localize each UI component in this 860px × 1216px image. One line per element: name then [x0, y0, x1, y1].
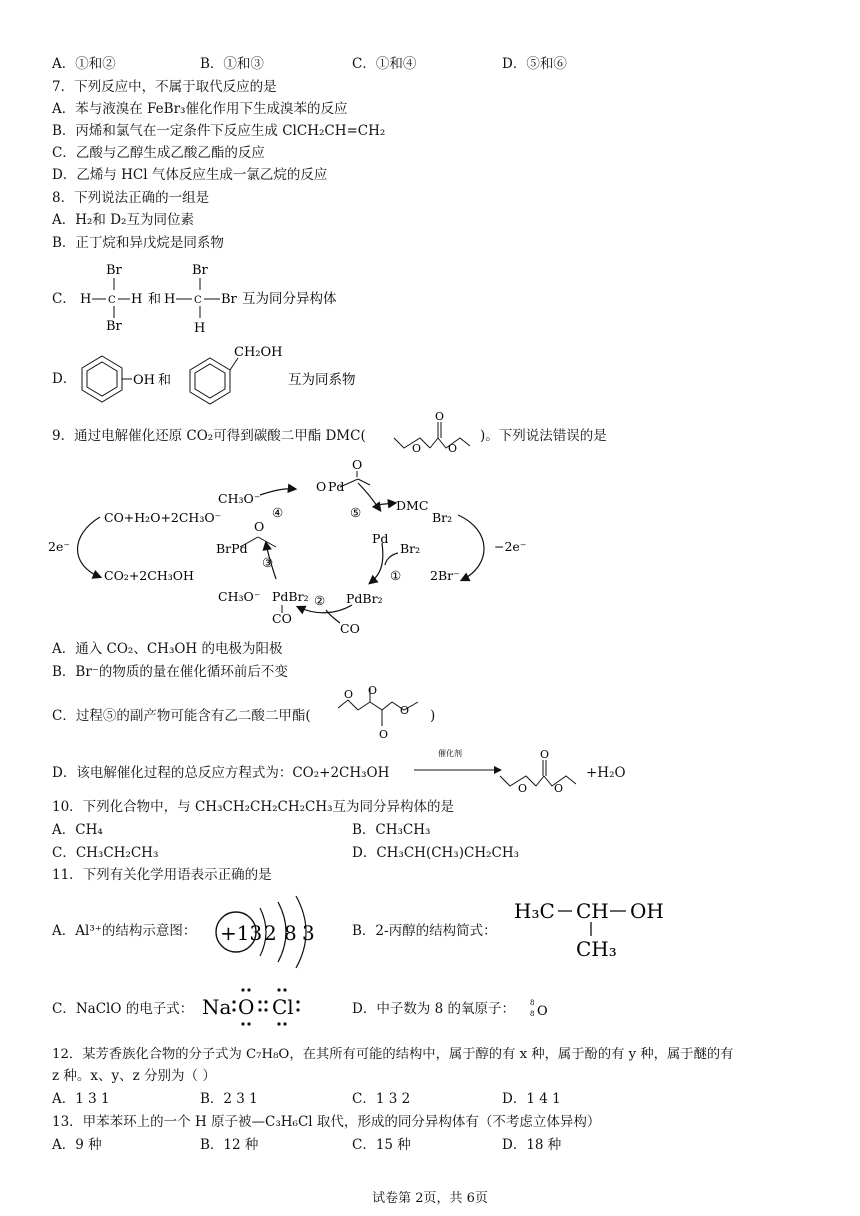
q9-option-a: A．通入 CO₂、CH₃OH 的电极为阳极	[52, 641, 283, 657]
c2-h-left: H	[164, 292, 176, 307]
q8-c-and: 和	[148, 292, 162, 307]
q9-catalytic-cycle	[40, 455, 530, 645]
cycle-co-left: CO	[272, 611, 292, 626]
shell-count-3: 3	[302, 921, 315, 945]
left-arc-arrow	[78, 517, 101, 577]
cycle-pdbr2-left: PdBr₂	[272, 589, 309, 604]
cycle-right-e: −2e⁻	[494, 539, 527, 554]
q11-option-b: B．2-丙醇的结构简式：	[352, 923, 497, 939]
q6-option-a: A．①和②	[52, 56, 116, 72]
q9-stem-1: 9．通过电解催化还原 CO₂可得到碳酸二甲酯 DMC(	[52, 428, 366, 444]
al-ion-diagram	[212, 890, 332, 974]
propanol-structure	[512, 894, 672, 964]
q10-option-c: C．CH₃CH₂CH₃	[52, 845, 159, 861]
q6-option-c: C．①和④	[352, 56, 417, 72]
q12-option-c: C．1 3 2	[352, 1091, 411, 1107]
q7-stem: 7．下列反应中，不属于取代反应的是	[52, 79, 277, 95]
arrow-step1	[370, 543, 383, 583]
q13-option-c: C．15 种	[352, 1137, 411, 1153]
q8-option-c-structures	[76, 258, 366, 338]
q9-option-b: B．Br⁻的物质的量在催化循环前后不变	[52, 664, 288, 680]
c1-h-left: H	[80, 292, 92, 307]
naclo-o: O	[238, 995, 255, 1019]
oxalate-o3: O	[379, 728, 389, 741]
arrow-to-dmc	[375, 503, 395, 505]
arrow-step5	[358, 483, 380, 510]
q8-c-tail: 互为同分异构体	[242, 291, 337, 307]
d-dmc-c	[536, 776, 544, 786]
c2-c: C	[194, 295, 202, 306]
c1-c: C	[108, 295, 116, 306]
shell-count-1: 2	[264, 921, 277, 945]
q13-option-d: D．18 种	[502, 1137, 562, 1153]
q9-option-c: C．过程⑤的副产物可能含有乙二酸二甲酯(	[52, 708, 311, 724]
q12-option-a: A．1 3 1	[52, 1091, 110, 1107]
phenol-oh: OH	[133, 373, 155, 388]
q6-option-b: B．①和③	[200, 56, 264, 72]
oxalate-o4: O	[400, 704, 410, 717]
cycle-ch3o-bottom: CH₃O⁻	[218, 589, 261, 604]
dmc-o-left: O	[412, 442, 422, 455]
arrow-br2-in	[385, 553, 398, 565]
q9-option-c-end: )	[430, 708, 436, 724]
cycle-pd: Pd	[372, 531, 389, 546]
q9-option-d: D．该电解催化过程的总反应方程式为：CO₂+2CH₃OH	[52, 765, 390, 781]
q11-option-d: D．中子数为 8 的氧原子：	[352, 1001, 515, 1017]
q13-option-b: B．12 种	[200, 1137, 259, 1153]
q9-option-d-end: +H₂O	[586, 765, 626, 781]
q11-option-c: C．NaClO 的电子式：	[52, 1001, 194, 1017]
d-dmc-o-top: O	[540, 750, 550, 761]
q9-stem-2: )。下列说法错误的是	[480, 428, 607, 444]
shell-count-2: 8	[284, 921, 297, 945]
nucleus-charge: +13	[220, 921, 263, 945]
dmc-bond-c	[430, 438, 438, 448]
c2-h-bottom: H	[194, 321, 206, 336]
propanol-ch3: CH₃	[576, 937, 617, 961]
q12-stem-1: 12．某芳香族化合物的分子式为 C₇H₈O，在其所有可能的结构中，属于醇的有 x 种，属于酚的有 y 种，属于醚的有	[52, 1047, 734, 1062]
page-footer: 试卷第 2页，共 6页	[372, 1191, 488, 1206]
oxalate-o1: O	[344, 688, 354, 701]
cycle-pd-top: Pd	[328, 479, 345, 494]
q8-option-d-structures	[76, 342, 376, 408]
catalyst-label: 催化剂	[438, 749, 462, 758]
cycle-br2: Br₂	[400, 541, 421, 556]
cycle-co: CO	[340, 621, 360, 636]
q8-d-and: 和	[158, 373, 172, 388]
oxygen-isotope	[528, 996, 556, 1022]
isotope-atomic: 8	[530, 1010, 535, 1018]
q8-option-d-label: D．	[52, 371, 77, 387]
q8-option-b: B．正丁烷和异戊烷是同系物	[52, 235, 224, 251]
cycle-step1: ①	[390, 568, 402, 583]
cycle-right-top-br2: Br₂	[432, 510, 453, 525]
q10-option-b: B．CH₃CH₃	[352, 822, 431, 838]
propanol-ch: CH	[576, 899, 609, 923]
cycle-pdbr2: PdBr₂	[346, 591, 383, 606]
q7-option-c: C．乙酸与乙醇生成乙酸乙酯的反应	[52, 145, 265, 161]
benzyl-ring-inner	[195, 364, 225, 398]
cycle-o-top: O	[316, 479, 327, 494]
cycle-right-bottom: 2Br⁻	[430, 568, 460, 583]
cycle-step3: ③	[262, 555, 274, 570]
q12-option-b: B．2 3 1	[200, 1091, 258, 1107]
isotope-mass: 8	[530, 999, 535, 1007]
phenol-ring	[82, 356, 122, 402]
q12-stem-2: z 种。x、y、z 分别为（ ）	[52, 1068, 216, 1084]
naclo-electron-formula	[200, 984, 310, 1032]
c1-br-bottom: Br	[106, 319, 122, 334]
cycle-step5: ⑤	[350, 505, 362, 520]
right-arc-arrow	[458, 515, 484, 580]
benzyl-ch2oh: CH₂OH	[234, 345, 283, 360]
c2-br-right: Br	[221, 292, 237, 307]
d-dmc-o-left: O	[518, 782, 528, 795]
q8-stem: 8．下列说法正确的一组是	[52, 190, 210, 206]
dmc-structure	[390, 410, 494, 456]
q13-stem: 13．甲苯苯环上的一个 H 原子被—C₃H₆Cl 取代，形成的同分异构体有（不考虑立体异构）	[52, 1114, 601, 1130]
q11-stem: 11．下列有关化学用语表示正确的是	[52, 867, 272, 883]
q7-option-a: A．苯与液溴在 FeBr₃催化作用下生成溴苯的反应	[52, 101, 348, 117]
cycle-left-bottom: CO₂+2CH₃OH	[104, 568, 194, 583]
q13-options	[52, 1136, 852, 1154]
q9-d-dmc-structure	[496, 750, 596, 798]
c1-br-top: Br	[106, 263, 122, 278]
oxalate-left-chain	[338, 700, 358, 710]
q7-option-d: D．乙烯与 HCl 气体反应生成一氯乙烷的反应	[52, 167, 328, 183]
q12-option-d: D．1 4 1	[502, 1091, 561, 1107]
phenol-ring-inner	[87, 362, 117, 396]
d-dmc-o-right: O	[554, 782, 564, 795]
q10-stem: 10．下列化合物中，与 CH₃CH₂CH₂CH₂CH₃互为同分异构体的是	[52, 799, 455, 815]
cycle-left-e: 2e⁻	[48, 539, 70, 554]
naclo-cl: Cl	[272, 995, 294, 1019]
q13-option-a: A．9 种	[52, 1137, 102, 1153]
cycle-brpd: BrPd	[216, 541, 248, 556]
dmc-o-top: O	[435, 410, 445, 423]
propanol-h3c: H₃C	[514, 899, 555, 923]
isotope-symbol: O	[537, 1004, 548, 1019]
cycle-o-brpd: O	[254, 519, 265, 534]
q8-option-c-label: C．	[52, 291, 76, 307]
c1-h-right: H	[131, 292, 143, 307]
cycle-o-top-co: O	[352, 457, 363, 472]
q6-option-d: D．⑤和⑥	[502, 56, 567, 72]
q7-option-b: B．丙烯和氯气在一定条件下反应生成 ClCH₂CH=CH₂	[52, 123, 386, 139]
arrow-step4	[260, 489, 295, 495]
oxalate-cc	[370, 702, 382, 710]
q6-options	[52, 55, 852, 73]
dmc-o-right: O	[448, 442, 458, 455]
propanol-oh: OH	[630, 899, 664, 923]
q12-options	[52, 1090, 852, 1108]
cycle-step2: ②	[314, 593, 326, 608]
oxalate-c1	[358, 702, 370, 710]
cycle-left-top: CO+H₂O+2CH₃O⁻	[104, 510, 222, 525]
q8-option-a: A．H₂和 D₂互为同位素	[52, 212, 194, 228]
benzyl-ring	[190, 358, 230, 404]
c2-br-top: Br	[192, 263, 208, 278]
q10-option-d: D．CH₃CH(CH₃)CH₂CH₃	[352, 845, 520, 861]
q11-option-a: A．Al³⁺的结构示意图：	[52, 923, 197, 939]
cycle-ch3o-top: CH₃O⁻	[218, 491, 261, 506]
q8-d-tail: 互为同系物	[288, 372, 356, 388]
cycle-dmc: DMC	[396, 498, 429, 513]
dimethyl-oxalate-structure	[334, 686, 434, 746]
cycle-step4: ④	[272, 505, 284, 520]
naclo-na: Na	[202, 995, 232, 1019]
oxalate-o2: O	[368, 686, 378, 697]
q10-option-a: A．CH₄	[52, 822, 103, 838]
